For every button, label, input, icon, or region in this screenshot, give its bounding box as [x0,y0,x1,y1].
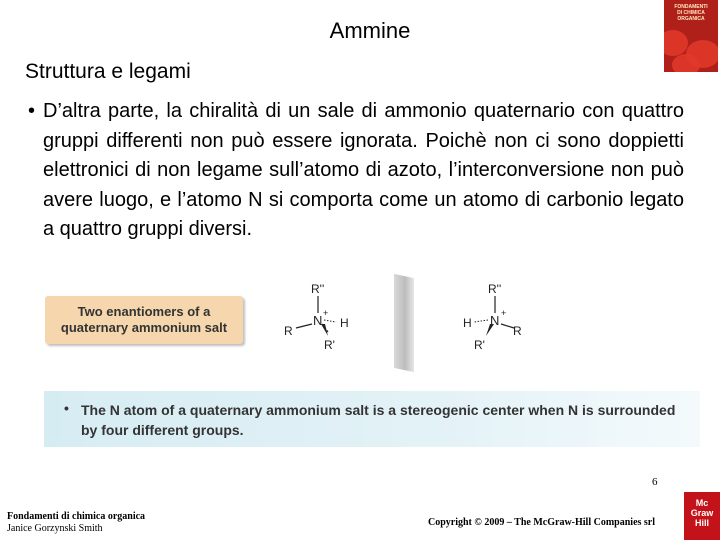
bullet-point [28,97,684,245]
nitrogen-atom: N [490,313,500,328]
footer-book-info [7,511,145,535]
logo-text-line: Hill [694,518,709,528]
substituent-bottom: R' [324,338,335,352]
substituent-bottom: R' [474,338,485,352]
left-enantiomer [282,280,362,360]
cover-title-line: FONDAMENTI [674,4,708,10]
bullet-text: D’altra parte, la chiralità di un sale di ammonio quaternario con quattro gruppi differenti non può essere ignorata. Poichè non ci sono doppietti elettronici di non legame sull’atomo di azoto, l’interconversione non può avere luogo, e l’atomo N si comporta come un atomo di carbonio legato a quattro gruppi diversi. [43,100,684,240]
cover-flower-petal [672,54,700,72]
stereocenter-note-panel [44,391,700,447]
section-heading: Struttura e legami [25,60,191,83]
footer-author: Janice Gorzynski Smith [7,523,103,534]
book-cover-image [664,0,718,72]
figure-label: Two enantiomers of a quaternary ammonium salt [45,296,243,344]
substituent-left: R [284,324,293,338]
right-enantiomer [460,280,540,360]
cover-title [667,4,715,22]
bullet-dot: • [28,100,36,122]
logo-text-line: Graw [690,508,714,518]
substituent-right: R [513,324,522,338]
substituent-left: H [463,316,472,330]
positive-charge: + [323,308,329,318]
publisher-logo [684,492,720,540]
substituent-right: H [340,316,349,330]
slide-title: Ammine [329,18,411,43]
note-bullet-dot: • [64,400,69,416]
substituent-top: R'' [311,282,325,296]
page-number: 6 [652,476,658,488]
logo-text-line: Mc [695,498,709,508]
mirror-plane [394,274,414,372]
cover-title-line: ORGANICA [677,16,705,22]
nitrogen-atom: N [313,313,323,328]
cover-flower-petal [664,30,688,56]
substituent-top: R'' [488,282,502,296]
footer-book-title: Fondamenti di chimica organica [7,511,146,522]
stereocenter-note: The N atom of a quaternary ammonium salt is a stereogenic center when N is surrounded by four different groups. [81,402,676,438]
positive-charge: + [501,308,507,318]
copyright-notice: Copyright © 2009 – The McGraw-Hill Companies srl [428,517,656,528]
cover-title-line: DI CHIMICA [677,10,705,16]
